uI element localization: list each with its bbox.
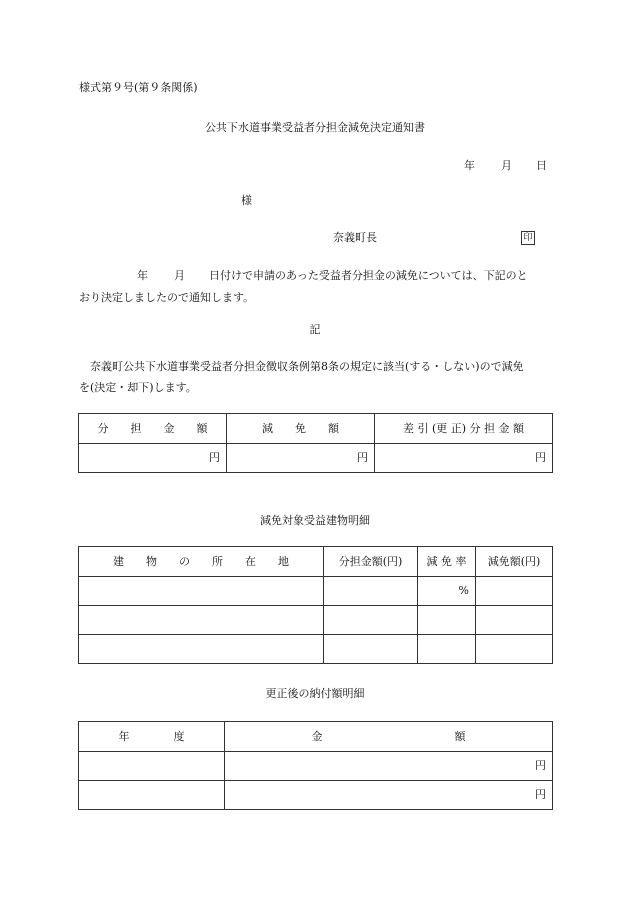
body-line-1: 日付けで申請のあった受益者分担金の減免については、下記のと xyxy=(209,269,528,282)
decision-line-2: を(決定・却下)します。 xyxy=(79,381,197,394)
table-row xyxy=(79,635,553,664)
payment-section-title: 更正後の納付額明細 xyxy=(265,687,365,700)
decision-line-1: 奈義町公共下水道事業受益者分担金徴収条例第8条の規定に該当(する・しない)ので減免 xyxy=(90,360,524,373)
date-month: 月 xyxy=(501,159,512,172)
header-burden-amount: 分 担 金 額 xyxy=(79,414,227,444)
burden-yen-cell[interactable] xyxy=(324,606,418,635)
buildings-section-title: 減免対象受益建物明細 xyxy=(260,514,370,527)
header-building-location: 建 物 の 所 在 地 xyxy=(79,547,324,577)
payment-amount-cell[interactable]: 円 xyxy=(225,781,553,810)
header-exemption-amount: 減 免 額 xyxy=(227,414,375,444)
seal-text: 印 xyxy=(521,231,535,245)
exemption-rate-cell[interactable] xyxy=(418,606,476,635)
exemption-yen-cell[interactable] xyxy=(476,577,553,606)
payment-table xyxy=(78,721,553,810)
fiscal-year-cell[interactable] xyxy=(79,781,225,810)
body-line-2: おり決定しましたので通知します。 xyxy=(79,291,255,304)
body-year: 年 xyxy=(137,269,148,282)
header-net-amount: 差 引 (更 正) 分 担 金 額 xyxy=(375,414,553,444)
building-location-cell[interactable] xyxy=(79,577,324,606)
header-exemption-yen: 減免額(円) xyxy=(476,547,553,577)
net-amount-cell[interactable]: 円 xyxy=(375,444,553,473)
header-burden-yen: 分担金額(円) xyxy=(324,547,418,577)
exemption-yen-cell[interactable] xyxy=(476,635,553,664)
building-location-cell[interactable] xyxy=(79,635,324,664)
date-day: 日 xyxy=(536,159,547,172)
header-payment-amount: 金 額 xyxy=(225,722,553,752)
building-location-cell[interactable] xyxy=(79,606,324,635)
issuer-name: 奈義町長 xyxy=(333,231,377,244)
burden-amount-cell[interactable]: 円 xyxy=(79,444,227,473)
exemption-amount-cell[interactable]: 円 xyxy=(227,444,375,473)
table-row xyxy=(79,781,553,810)
table-row xyxy=(79,577,553,606)
burden-yen-cell[interactable] xyxy=(324,635,418,664)
exemption-yen-cell[interactable] xyxy=(476,606,553,635)
fiscal-year-cell[interactable] xyxy=(79,752,225,781)
buildings-header-row xyxy=(79,547,553,577)
exemption-rate-cell[interactable] xyxy=(418,635,476,664)
date-year: 年 xyxy=(464,159,475,172)
table-row xyxy=(79,606,553,635)
burden-yen-cell[interactable] xyxy=(324,577,418,606)
ki-heading: 記 xyxy=(309,323,321,336)
table-row xyxy=(79,752,553,781)
summary-table xyxy=(78,413,553,473)
summary-value-row xyxy=(79,444,553,473)
buildings-table xyxy=(78,546,553,664)
payment-amount-cell[interactable]: 円 xyxy=(225,752,553,781)
seal-mark xyxy=(521,230,535,245)
body-month: 月 xyxy=(174,269,185,282)
header-exemption-rate: 減 免 率 xyxy=(418,547,476,577)
addressee-suffix: 様 xyxy=(241,194,252,207)
payment-header-row xyxy=(79,722,553,752)
summary-header-row xyxy=(79,414,553,444)
document-title: 公共下水道事業受益者分担金減免決定通知書 xyxy=(205,121,425,134)
exemption-rate-cell[interactable]: % xyxy=(418,577,476,606)
header-fiscal-year: 年 度 xyxy=(79,722,225,752)
form-number: 様式第９号(第９条関係) xyxy=(79,81,198,94)
